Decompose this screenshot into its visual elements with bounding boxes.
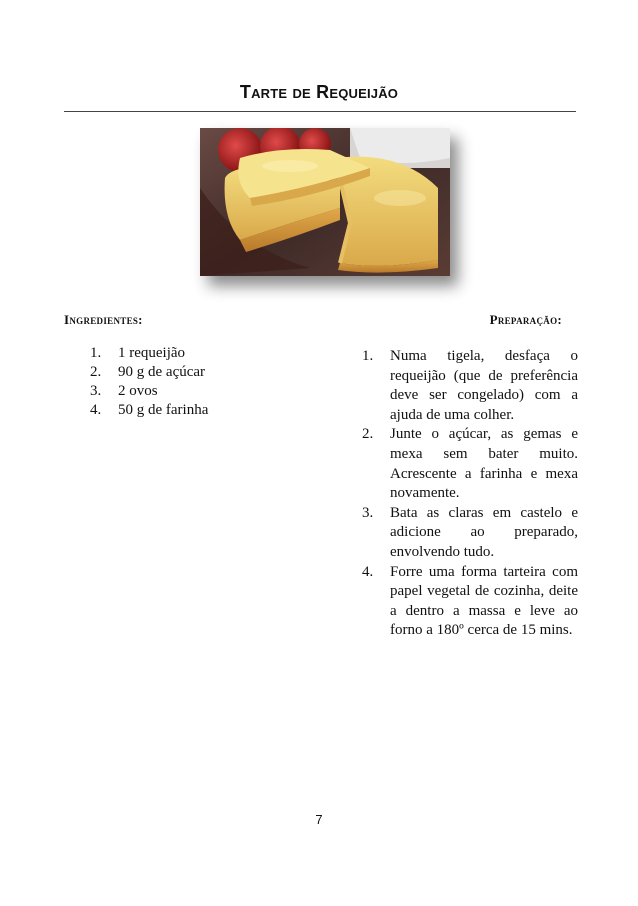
page-title: Tarte de Requeijão: [239, 82, 399, 102]
cheesecake-image: [200, 128, 450, 276]
step-text: Numa tigela, desfaça o requeijão (que de preferência deve ser congelado) com a ajuda de uma colher.: [390, 348, 578, 423]
ingredients-heading: Ingredientes:: [64, 312, 143, 327]
page-number: 7: [315, 812, 323, 827]
list-item: [362, 504, 578, 563]
list-item: [362, 563, 578, 641]
item-number: 1.: [90, 345, 102, 361]
item-text: 1 requeijão: [118, 345, 186, 361]
item-number: 4.: [90, 402, 102, 418]
step-number: 2.: [362, 426, 374, 443]
item-text: 2 ovos: [118, 383, 158, 399]
step-text: Junte o açúcar, as gemas e mexa sem bater muito. Acrescente a farinha e mexa novamente.: [390, 426, 578, 502]
ingredients-list: [90, 344, 290, 420]
list-item: [90, 401, 290, 420]
item-text: 50 g de farinha: [118, 402, 209, 418]
step-number: 1.: [362, 348, 374, 364]
step-number: 4.: [362, 563, 374, 580]
list-item: [90, 363, 290, 382]
recipe-photo: [200, 128, 450, 276]
step-text: Forre uma forma tarteira com papel vegetal de cozinha, deite a dentro a massa e leve ao forno a 180º cerca de 15 mins.: [390, 563, 578, 639]
step-number: 3.: [362, 504, 374, 521]
list-item: [90, 344, 290, 363]
item-number: 2.: [90, 364, 102, 380]
item-text: 90 g de açúcar: [118, 364, 206, 380]
step-text: Bata as claras em castelo e adicione ao preparado, envolvendo tudo.: [390, 504, 578, 560]
item-number: 3.: [90, 383, 102, 399]
title-divider: [64, 111, 576, 112]
preparation-heading: Preparação:: [489, 312, 562, 327]
list-item: [90, 382, 290, 401]
list-item: [362, 425, 578, 503]
list-item: [362, 347, 578, 425]
preparation-steps: [362, 347, 578, 641]
